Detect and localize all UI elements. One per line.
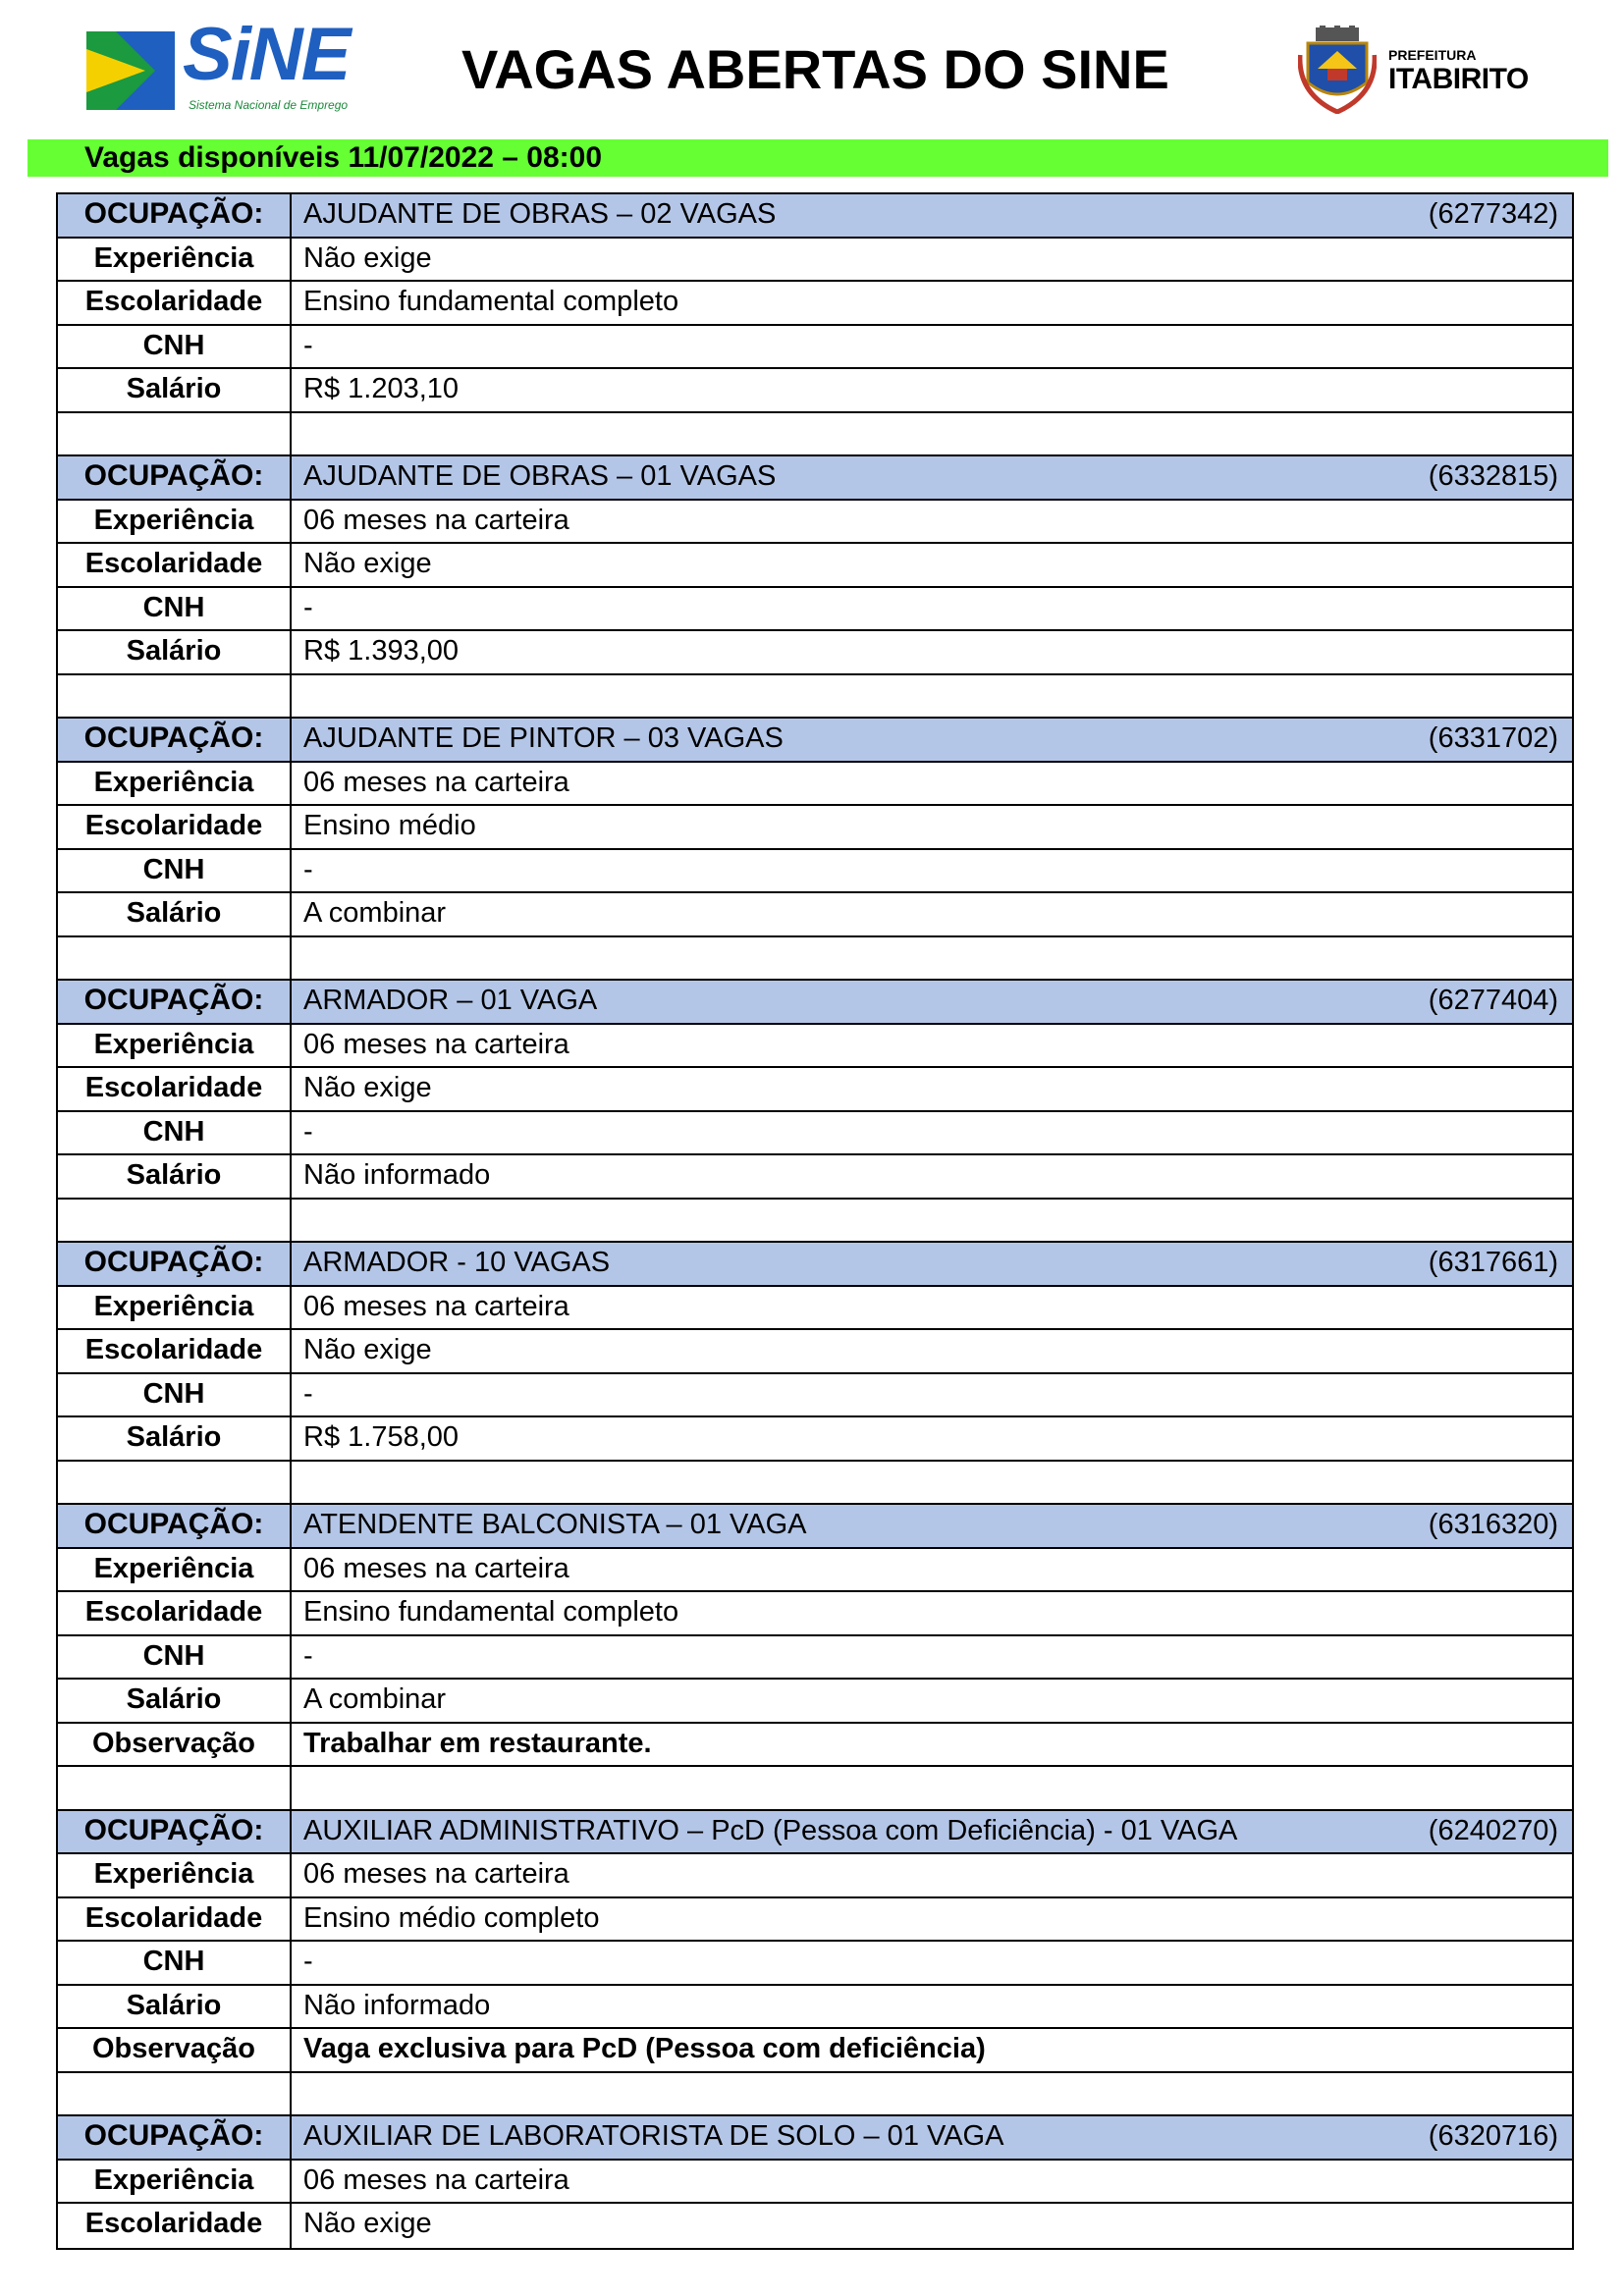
job-title: AUXILIAR DE LABORATORISTA DE SOLO – 01 VAGA xyxy=(303,2120,1004,2152)
occupation-label: OCUPAÇÃO: xyxy=(58,1811,292,1853)
salary-label: Salário xyxy=(58,369,292,411)
education-value: Não exige xyxy=(303,1072,432,1103)
job-code: (6240270) xyxy=(1428,1814,1558,1846)
experience-label: Experiência xyxy=(58,1287,292,1329)
salary-row xyxy=(58,369,1572,413)
spacer-row xyxy=(58,1767,1572,1811)
salary-value: Não informado xyxy=(303,1989,491,2021)
observation-label: Observação xyxy=(58,2029,292,2071)
itabirito-crest-icon xyxy=(1298,26,1377,114)
experience-value: 06 meses na carteira xyxy=(303,1552,569,1584)
job-header-row xyxy=(58,1243,1572,1287)
job-code: (6316320) xyxy=(1428,1509,1558,1540)
experience-label: Experiência xyxy=(58,763,292,805)
job-header-row xyxy=(58,719,1572,763)
cnh-row xyxy=(58,1636,1572,1681)
salary-value: R$ 1.758,00 xyxy=(303,1421,460,1453)
education-row xyxy=(58,282,1572,326)
education-label: Escolaridade xyxy=(58,1330,292,1372)
cnh-label: CNH xyxy=(58,850,292,892)
cnh-value: - xyxy=(303,1639,313,1672)
salary-row xyxy=(58,631,1572,675)
experience-value: 06 meses na carteira xyxy=(303,2163,569,2196)
page-header xyxy=(0,0,1624,137)
salary-row xyxy=(58,893,1572,937)
date-banner xyxy=(27,139,1608,177)
job-header-row xyxy=(58,456,1572,501)
cnh-value: - xyxy=(303,329,313,361)
cnh-label: CNH xyxy=(58,1374,292,1416)
salary-row xyxy=(58,1680,1572,1724)
job-title: AJUDANTE DE OBRAS – 01 VAGAS xyxy=(303,460,777,492)
salary-row xyxy=(58,1155,1572,1200)
education-label: Escolaridade xyxy=(58,1068,292,1110)
occupation-label: OCUPAÇÃO: xyxy=(58,981,292,1023)
salary-value: R$ 1.393,00 xyxy=(303,635,460,667)
cnh-row xyxy=(58,1374,1572,1418)
education-row xyxy=(58,806,1572,850)
salary-label: Salário xyxy=(58,1986,292,2028)
education-row xyxy=(58,2204,1572,2248)
job-code: (6277342) xyxy=(1428,198,1558,230)
salary-label: Salário xyxy=(58,893,292,935)
spacer-row xyxy=(58,2073,1572,2117)
job-title: ARMADOR - 10 VAGAS xyxy=(303,1247,611,1278)
sine-flag-icon xyxy=(86,31,175,110)
education-label: Escolaridade xyxy=(58,1898,292,1941)
job-code: (6331702) xyxy=(1428,722,1558,754)
experience-value: 06 meses na carteira xyxy=(303,1028,569,1060)
experience-label: Experiência xyxy=(58,1549,292,1591)
cnh-label: CNH xyxy=(58,588,292,630)
experience-value: Não exige xyxy=(303,241,432,274)
cnh-value: - xyxy=(303,1946,313,1977)
observation-label: Observação xyxy=(58,1724,292,1766)
observation-value: Vaga exclusiva para PcD (Pessoa com deficiência) xyxy=(303,2033,986,2064)
job-title: ARMADOR – 01 VAGA xyxy=(303,985,598,1016)
job-header-row xyxy=(58,2116,1572,2161)
education-value: Não exige xyxy=(303,548,432,579)
education-label: Escolaridade xyxy=(58,544,292,586)
experience-label: Experiência xyxy=(58,1025,292,1067)
education-label: Escolaridade xyxy=(58,2204,292,2248)
page-title: VAGAS ABERTAS DO SINE xyxy=(461,38,1169,100)
cnh-label: CNH xyxy=(58,1636,292,1679)
occupation-label: OCUPAÇÃO: xyxy=(58,456,292,499)
salary-value: Não informado xyxy=(303,1159,491,1191)
education-label: Escolaridade xyxy=(58,282,292,324)
spacer-row xyxy=(58,675,1572,720)
sine-logo xyxy=(86,13,361,114)
job-header-row xyxy=(58,1505,1572,1549)
occupation-label: OCUPAÇÃO: xyxy=(58,1505,292,1547)
cnh-row xyxy=(58,1942,1572,1986)
experience-value: 06 meses na carteira xyxy=(303,504,569,536)
salary-label: Salário xyxy=(58,1155,292,1198)
observation-row xyxy=(58,1724,1572,1768)
education-value: Ensino médio xyxy=(303,810,476,841)
job-code: (6277404) xyxy=(1428,985,1558,1016)
experience-row xyxy=(58,1287,1572,1331)
sine-logo-subtitle: Sistema Nacional de Emprego xyxy=(189,98,349,112)
job-title: AJUDANTE DE PINTOR – 03 VAGAS xyxy=(303,722,784,754)
experience-value: 06 meses na carteira xyxy=(303,766,569,798)
job-title: AUXILIAR ADMINISTRATIVO – PcD (Pessoa com Deficiência) - 01 VAGA xyxy=(303,1814,1238,1846)
observation-value: Trabalhar em restaurante. xyxy=(303,1727,652,1759)
occupation-label: OCUPAÇÃO: xyxy=(58,719,292,761)
cnh-label: CNH xyxy=(58,326,292,368)
salary-value: R$ 1.203,10 xyxy=(303,373,460,404)
cnh-value: - xyxy=(303,591,313,623)
experience-row xyxy=(58,2161,1572,2205)
sine-logo-text: SiNE xyxy=(183,13,350,96)
job-title: AJUDANTE DE OBRAS – 02 VAGAS xyxy=(303,198,777,230)
education-row xyxy=(58,1068,1572,1112)
spacer-row xyxy=(58,937,1572,982)
salary-label: Salário xyxy=(58,631,292,673)
cnh-row xyxy=(58,850,1572,894)
cnh-label: CNH xyxy=(58,1112,292,1154)
education-value: Ensino fundamental completo xyxy=(303,1596,679,1628)
cnh-value: - xyxy=(303,1377,313,1410)
education-value: Não exige xyxy=(303,2208,432,2239)
prefeitura-name: ITABIRITO xyxy=(1388,63,1529,95)
salary-value: A combinar xyxy=(303,1683,447,1715)
occupation-label: OCUPAÇÃO: xyxy=(58,194,292,237)
job-header-row xyxy=(58,194,1572,239)
prefeitura-label: PREFEITURA xyxy=(1388,47,1477,63)
experience-value: 06 meses na carteira xyxy=(303,1858,569,1890)
spacer-row xyxy=(58,1200,1572,1244)
experience-row xyxy=(58,1549,1572,1593)
experience-label: Experiência xyxy=(58,1854,292,1896)
experience-label: Experiência xyxy=(58,2161,292,2203)
education-row xyxy=(58,1592,1572,1636)
occupation-label: OCUPAÇÃO: xyxy=(58,2116,292,2159)
experience-label: Experiência xyxy=(58,501,292,543)
experience-row xyxy=(58,1854,1572,1898)
cnh-value: - xyxy=(303,853,313,885)
job-code: (6320716) xyxy=(1428,2120,1558,2152)
spacer-row xyxy=(58,1462,1572,1506)
cnh-row xyxy=(58,588,1572,632)
job-code: (6317661) xyxy=(1428,1247,1558,1278)
experience-value: 06 meses na carteira xyxy=(303,1290,569,1322)
education-value: Ensino fundamental completo xyxy=(303,286,679,317)
salary-value: A combinar xyxy=(303,897,447,929)
education-value: Ensino médio completo xyxy=(303,1901,600,1934)
cnh-value: - xyxy=(303,1115,313,1148)
education-label: Escolaridade xyxy=(58,806,292,848)
salary-label: Salário xyxy=(58,1417,292,1460)
experience-row xyxy=(58,239,1572,283)
education-row xyxy=(58,1330,1572,1374)
job-header-row xyxy=(58,1811,1572,1855)
job-header-row xyxy=(58,981,1572,1025)
cnh-label: CNH xyxy=(58,1942,292,1984)
job-title: ATENDENTE BALCONISTA – 01 VAGA xyxy=(303,1509,807,1540)
date-banner-text: Vagas disponíveis 11/07/2022 – 08:00 xyxy=(84,141,603,174)
cnh-row xyxy=(58,1112,1572,1156)
salary-label: Salário xyxy=(58,1680,292,1722)
experience-label: Experiência xyxy=(58,239,292,281)
experience-row xyxy=(58,501,1572,545)
experience-row xyxy=(58,763,1572,807)
cnh-row xyxy=(58,326,1572,370)
salary-row xyxy=(58,1417,1572,1462)
prefeitura-logo xyxy=(1298,26,1534,114)
spacer-row xyxy=(58,413,1572,457)
education-row xyxy=(58,1898,1572,1943)
education-label: Escolaridade xyxy=(58,1592,292,1634)
experience-row xyxy=(58,1025,1572,1069)
education-value: Não exige xyxy=(303,1334,432,1365)
job-code: (6332815) xyxy=(1428,460,1558,492)
education-row xyxy=(58,544,1572,588)
job-list xyxy=(56,192,1574,2250)
salary-row xyxy=(58,1986,1572,2030)
observation-row xyxy=(58,2029,1572,2073)
occupation-label: OCUPAÇÃO: xyxy=(58,1243,292,1285)
